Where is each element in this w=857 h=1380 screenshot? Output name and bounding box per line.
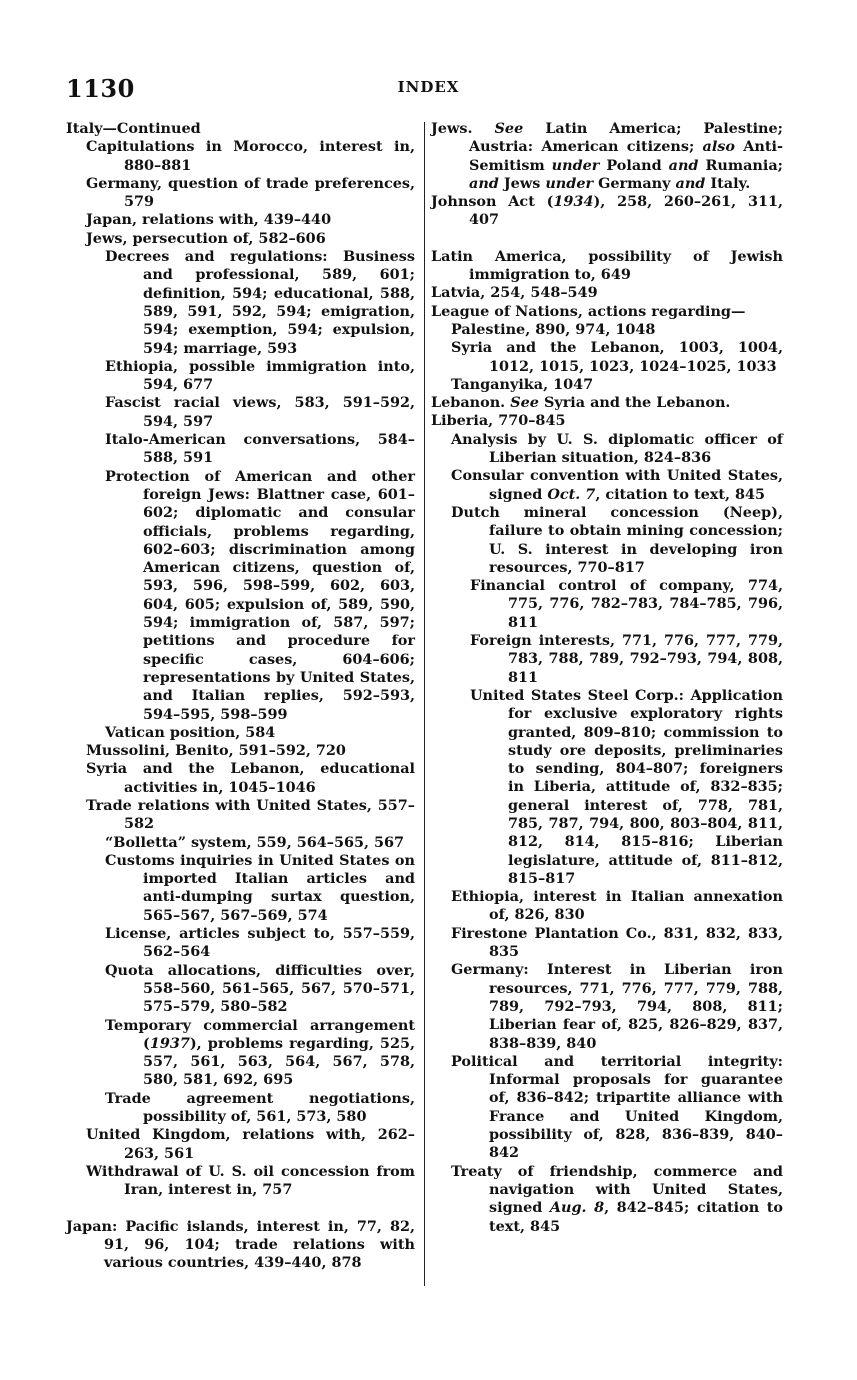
index-entry [66,1126,415,1163]
index-entry [66,394,415,431]
index-entry-text: Syria and the Lebanon, educational activities in, 1045–1046 [86,760,415,796]
index-entry-text: Withdrawal of U. S. oil concession from Iran, interest in, 757 [86,1162,415,1199]
index-entry [431,120,783,193]
index-entry-text: Mussolini, Benito, 591–592, 720 [86,742,346,760]
index-entry-italic: and [675,174,706,192]
index-entry-text: Customs inquiries in United States on imported Italian articles and anti-dumping surtax question, 565–567, 567–569, 574 [105,851,415,924]
index-entry-text: Jews [498,174,546,192]
index-entry-text: Syria and the Lebanon, 1003, 1004, 1012, 1015, 1023, 1024–1025, 1033 [451,339,783,375]
index-entry-text: Latin America; Palestine; Austria: American citizens; [469,120,783,156]
index-entry-text: Germany, question of trade preferences, 579 [86,174,415,211]
index-entry-text: Temporary commercial arrangement ( [105,1016,415,1052]
index-entry-italic: under [545,174,594,192]
index-entry-text: Palestine, 890, 974, 1048 [451,320,656,338]
index-entry [66,1090,415,1127]
index-entry-text: ), 258, 260–261, 311, 407 [469,193,783,229]
index-entry [431,394,783,412]
index-entry [66,760,415,797]
index-entry-text: Ethiopia, interest in Italian annexation of, 826, 830 [451,888,783,924]
index-entry-text: Rumania; [698,156,783,174]
index-entry-text: Latvia, 254, 548–549 [431,284,598,302]
index-entry-text: Italo-American conversations, 584–588, 591 [105,431,415,467]
index-entry-italic: 1937 [149,1034,190,1052]
index-entry-text: “Bolletta” system, 559, 564–565, 567 [105,833,405,851]
index-entry [66,1163,415,1200]
index-entry [431,376,783,394]
index-entry-text: Italy—Continued [66,120,201,137]
index-entry [66,724,415,742]
index-entry-text: Dutch mineral concession (Neep), failure to obtain mining concession; U. S. interest in developing iron resources, 770–817 [451,503,783,576]
index-entry-text: Trade agreement negotiations, possibility of, 561, 573, 580 [105,1089,415,1126]
index-entry-text: Anti-Semitism [469,138,783,174]
index-entry-text: Germany [593,174,676,192]
index-entry [431,504,783,577]
index-entry [431,888,783,925]
index-entry-text: Firestone Plantation Co., 831, 832, 833, 835 [451,924,783,961]
index-entry-text: ), problems regarding, 525, 557, 561, 563, 564, 567, 578, 580, 581, 692, 695 [143,1034,415,1089]
index-entry [431,303,783,321]
index-column-left [66,120,415,1272]
index-entry [66,248,415,358]
running-head: INDEX [397,78,460,96]
index-entry-italic: See [510,394,539,412]
index-entry [66,925,415,962]
index-entry-text: Fascist racial views, 583, 591–592, 594, 597 [105,394,415,430]
index-entry [66,1218,415,1273]
page-number: 1130 [66,74,135,103]
index-entry-text: , 842–845; citation to text, 845 [489,1199,783,1235]
index-entry [431,284,783,302]
index-entry [66,1017,415,1090]
index-entry-text: Protection of American and other foreign Jews: Blattner case, 601–602; diplomatic and consular officials, problems regarding, 602–603; discrimination among American citizens, question of, 593, 596, 598–599, 602, 603, 604, 605; expulsion of, 589, 590, 594; immigration of, 587, 597; petitions and procedure for specific cases, 604–606; representations by United States, and Italian replies, 592–593, 594–595, 598–599 [105,467,415,723]
index-entry-text: , citation to text, 845 [595,485,766,503]
index-entry-text: Quota allocations, difficulties over, 558–560, 561–565, 567, 570–571, 575–579, 580–582 [105,961,415,1016]
index-entry [431,248,783,285]
index-entry [66,852,415,925]
index-entry [431,339,783,376]
index-entry [66,468,415,724]
index-entry [66,962,415,1017]
index-entry [66,431,415,468]
index-entry [66,175,415,212]
index-entry [431,321,783,339]
index-entry-italic: See [494,120,524,137]
index-entry-text: Lebanon. [431,394,511,412]
index-column-right [431,120,783,1236]
index-entry-italic: also [702,138,736,156]
index-entry [431,687,783,888]
index-entry-italic: 1934 [553,193,594,211]
index-entry [431,961,783,1052]
index-entry [431,1053,783,1163]
index-entry-text: Italy. [705,174,751,192]
index-entry-italic: Aug. 8 [549,1199,605,1217]
index-entry [431,577,783,632]
index-entry [66,230,415,248]
index-entry-italic: Oct. 7 [547,485,596,503]
index-entry-text: Consular convention with United States, signed [451,467,783,503]
index-entry [66,358,415,395]
index-entry [431,467,783,504]
index-entry-text: Germany: Interest in Liberian iron resources, 771, 776, 777, 779, 788, 789, 792–793, 794, 808, 811; Liberian fear of, 825, 826–829, 837, 838–839, 840 [451,961,783,1052]
index-entry-italic: and [668,156,699,174]
index-entry-text: Johnson Act ( [431,193,554,211]
index-entry-italic: under [551,156,600,174]
index-entry [431,632,783,687]
index-entry [431,1163,783,1236]
index-entry-text: Japan, relations with, 439–440 [86,211,332,229]
index-entry [431,925,783,962]
index-entry-text: Liberia, 770–845 [431,412,566,430]
index-entry [66,120,415,138]
index-entry-text: League of Nations, actions regarding— [431,302,746,320]
index-entry-text: Financial control of company, 774, 775, 776, 782–783, 784–785, 796, 811 [470,577,783,631]
index-entry-text: Political and territorial integrity: Informal proposals for guarantee of, 836–842; tripartite alliance with France and United Kingdom, possibility of, 828, 836–839, 840–842 [451,1052,783,1162]
index-entry [431,412,783,430]
index-entry-text: Jews, persecution of, 582–606 [86,229,326,247]
index-entry-text: Foreign interests, 771, 776, 777, 779, 783, 788, 789, 792–793, 794, 808, 811 [470,632,783,686]
index-entry-text: United Kingdom, relations with, 262–263, 561 [86,1126,415,1162]
index-entry [66,211,415,229]
index-entry-text: License, articles subject to, 557–559, 562–564 [105,925,415,961]
index-entry [66,797,415,834]
index-entry-text: Decrees and regulations: Business and professional, 589, 601; definition, 594; educational, 588, 589, 591, 592, 594; emigration, 594; exemption, 594; expulsion, 594; marriage, 593 [105,248,415,357]
index-entry-text: Tanganyika, 1047 [451,375,594,393]
index-entry-text: United States Steel Corp.: Application for exclusive exploratory rights granted, 809–810; commission to study ore deposits, preliminaries to sending, 804–807; foreigners in Liberia, attitude of, 832–835; general interest of, 778, 781, 785, 787, 794, 800, 803–804, 811, 812, 814, 815–816; Liberian legislature, attitude of, 811–812, 815–817 [470,686,783,887]
index-entry-text: Poland [599,156,669,174]
index-entry [431,193,783,230]
index-entry [66,834,415,852]
index-entry-text: Capitulations in Morocco, interest in, 880–881 [86,138,415,174]
index-entry-text: Jews. [431,120,495,137]
index-entry-text: Syria and the Lebanon. [538,394,731,412]
column-divider [424,122,425,1286]
index-entry-text: Analysis by U. S. diplomatic officer of Liberian situation, 824–836 [451,430,783,467]
index-entry-italic: and [469,174,499,192]
index-entry-text: Ethiopia, possible immigration into, 594, 677 [105,357,415,394]
index-entry [66,742,415,760]
index-entry [66,138,415,175]
index-entry-text: Trade relations with United States, 557–582 [86,796,415,833]
index-entry-text: Treaty of friendship, commerce and navigation with United States, signed [451,1162,783,1217]
index-entry-text: Japan: Pacific islands, interest in, 77, 82, 91, 96, 104; trade relations with various countries, 439–440, 878 [66,1217,415,1272]
index-entry-text: Latin America, possibility of Jewish immigration to, 649 [431,247,783,284]
index-entry [431,431,783,468]
index-entry-text: Vatican position, 584 [105,723,276,741]
